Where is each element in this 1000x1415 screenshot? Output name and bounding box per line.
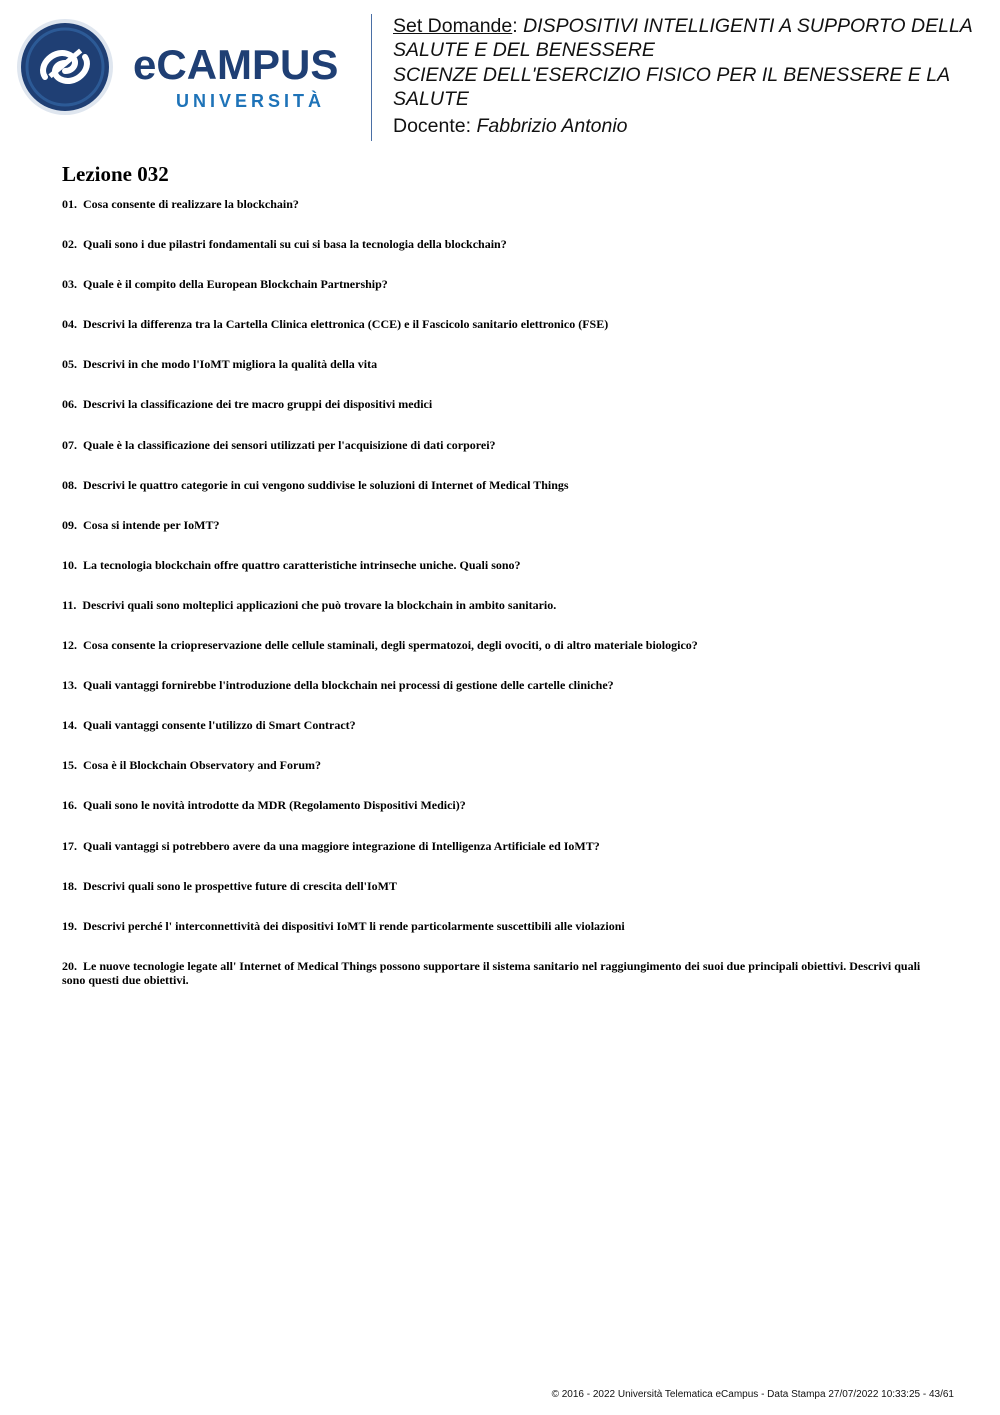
question-text: Descrivi perché l' interconnettività dei dispositivi IoMT li rende particolarmente suscettibili alle violazioni	[83, 918, 625, 933]
question-item	[62, 558, 942, 598]
question-number: 10.	[62, 557, 77, 572]
question-text: Descrivi in che modo l'IoMT migliora la qualità della vita	[83, 357, 378, 372]
question-number: 15.	[62, 758, 77, 773]
set-title-line1: DISPOSITIVI INTELLIGENTI A SUPPORTO DELLA	[523, 15, 973, 37]
question-number: 08.	[62, 477, 77, 492]
question-item	[62, 879, 942, 919]
set-label: Set Domande	[393, 15, 513, 37]
question-item	[62, 317, 942, 357]
question-text: La tecnologia blockchain offre quattro caratteristiche intrinseche uniche. Quali sono?	[83, 557, 521, 572]
docente-name: Fabbrizio Antonio	[476, 115, 628, 138]
question-item	[62, 518, 942, 558]
question-item	[62, 357, 942, 397]
lesson-title: Lezione 032	[62, 162, 169, 186]
header-info	[393, 14, 988, 138]
course-line1: SCIENZE DELL'ESERCIZIO FISICO PER IL BENESSERE E LA	[393, 63, 951, 86]
question-number: 03.	[62, 277, 77, 292]
question-number: 06.	[62, 397, 77, 412]
question-number: 19.	[62, 918, 77, 933]
question-item	[62, 197, 942, 237]
question-item	[62, 839, 942, 879]
question-number: 02.	[62, 237, 77, 252]
question-number: 04.	[62, 317, 77, 332]
question-text: Descrivi le quattro categorie in cui vengono suddivise le soluzioni di Internet of Medical Things	[83, 477, 569, 492]
question-item	[62, 798, 942, 838]
question-text: Quali vantaggi si potrebbero avere da una maggiore integrazione di Intelligenza Artificiale ed IoMT?	[83, 838, 600, 853]
question-item	[62, 959, 942, 999]
logo-name: eCAMPUS	[133, 41, 339, 88]
question-number: 07.	[62, 437, 77, 452]
question-item	[62, 438, 942, 478]
ecampus-logo	[15, 15, 360, 125]
question-number: 20.	[62, 958, 77, 973]
question-number: 18.	[62, 878, 77, 893]
question-text: Quali sono le novità introdotte da MDR (Regolamento Dispositivi Medici)?	[83, 798, 466, 813]
question-text: Cosa si intende per IoMT?	[83, 517, 220, 532]
question-text: Descrivi la differenza tra la Cartella Clinica elettronica (CCE) e il Fascicolo sanitario elettronico (FSE)	[83, 317, 609, 332]
question-text: Quali vantaggi consente l'utilizzo di Smart Contract?	[83, 718, 356, 733]
ecampus-wordmark	[133, 39, 373, 109]
question-item	[62, 598, 942, 638]
question-item	[62, 678, 942, 718]
question-number: 11.	[62, 597, 77, 612]
question-item	[62, 638, 942, 678]
question-number: 16.	[62, 798, 77, 813]
set-title-line2: SALUTE E DEL BENESSERE	[393, 39, 655, 62]
question-number: 14.	[62, 718, 77, 733]
question-number: 05.	[62, 357, 77, 372]
question-item	[62, 718, 942, 758]
question-text: Quali vantaggi fornirebbe l'introduzione della blockchain nei processi di gestione delle cartelle cliniche?	[83, 678, 614, 693]
question-item	[62, 237, 942, 277]
question-number: 09.	[62, 517, 77, 532]
ecampus-emblem-icon	[15, 15, 115, 115]
question-item	[62, 397, 942, 437]
question-number: 13.	[62, 678, 77, 693]
page-footer: © 2016 - 2022 Università Telematica eCampus - Data Stampa 27/07/2022 10:33:25 - 43/61	[551, 1389, 954, 1400]
question-text: Quale è il compito della European Blockchain Partnership?	[83, 277, 388, 292]
question-text: Descrivi la classificazione dei tre macro gruppi dei dispositivi medici	[83, 397, 433, 412]
question-text: Quale è la classificazione dei sensori utilizzati per l'acquisizione di dati corporei?	[83, 437, 496, 452]
header-divider	[371, 14, 372, 141]
docente	[393, 114, 988, 138]
question-text: Le nuove tecnologie legate all' Internet of Medical Things possono supportare il sistema sanitario nel raggiungimento dei suoi due principali obiettivi. Descrivi quali sono questi due obiettivi.	[62, 958, 921, 987]
question-number: 01.	[62, 197, 77, 211]
set-colon: :	[512, 15, 518, 37]
question-item	[62, 478, 942, 518]
question-text: Descrivi quali sono molteplici applicazioni che può trovare la blockchain in ambito sanitario.	[82, 597, 557, 612]
question-item	[62, 277, 942, 317]
question-number: 17.	[62, 838, 77, 853]
question-number: 12.	[62, 638, 77, 653]
question-text: Descrivi quali sono le prospettive future di crescita dell'IoMT	[83, 878, 397, 893]
question-item	[62, 919, 942, 959]
question-list	[62, 197, 942, 999]
docente-label: Docente:	[393, 115, 472, 138]
question-text: Cosa consente di realizzare la blockchain?	[83, 197, 299, 211]
question-text: Cosa consente la criopreservazione delle cellule staminali, degli spermatozoi, degli ovociti, o di altro materiale biologico?	[83, 638, 698, 653]
course-line2: SALUTE	[393, 87, 469, 110]
question-text: Cosa è il Blockchain Observatory and Forum?	[83, 758, 322, 773]
logo-subtitle: UNIVERSITÀ	[176, 91, 326, 109]
question-item	[62, 758, 942, 798]
question-text: Quali sono i due pilastri fondamentali su cui si basa la tecnologia della blockchain?	[83, 237, 507, 252]
set-title	[393, 14, 988, 38]
